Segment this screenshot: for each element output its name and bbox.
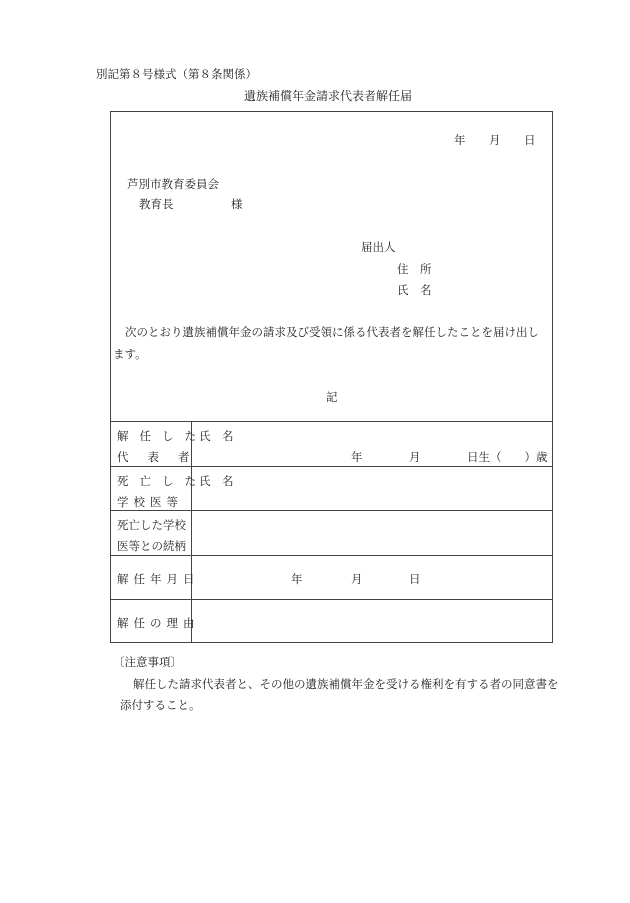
body-line-2: ます。 — [113, 347, 147, 361]
dismissed-name-label: 氏 名 — [199, 429, 234, 443]
birth-month: 月 — [409, 450, 421, 464]
birth-day-age: 日生（ ）歳 — [467, 450, 548, 464]
relation-label-2: 医等との続柄 — [117, 539, 186, 553]
dismissed-label-2: 代表者 — [117, 450, 209, 464]
ki-marker: 記 — [326, 390, 338, 404]
notes-heading: 〔注意事項〕 — [113, 655, 182, 669]
date-month: 月 — [489, 133, 501, 147]
row-divider-4 — [111, 599, 552, 600]
relation-label-1: 死亡した学校 — [117, 518, 186, 532]
dismissal-date-year: 年 — [291, 572, 303, 586]
dismissal-date-month: 月 — [351, 572, 363, 586]
addressee-honorific: 様 — [231, 197, 243, 211]
deceased-name-label: 氏 名 — [199, 474, 234, 488]
deceased-label-1: 死亡した — [117, 474, 207, 488]
table-top-line — [111, 421, 552, 422]
date-year: 年 — [454, 133, 466, 147]
form-title: 遺族補償年金請求代表者解任届 — [244, 89, 413, 103]
form-box — [110, 111, 553, 643]
dismissed-label-1: 解任した — [117, 429, 207, 443]
form-number: 別記第８号様式（第８条関係） — [96, 67, 257, 81]
birth-year: 年 — [351, 450, 363, 464]
notes-line-2: 添付すること。 — [120, 698, 201, 712]
row-divider-3 — [111, 555, 552, 556]
dismissal-date-day: 日 — [409, 572, 421, 586]
reason-label: 解任の理由 — [117, 616, 200, 630]
body-line-1: 次のとおり遺族補償年金の請求及び受領に係る代表者を解任したことを届け出し — [125, 325, 539, 339]
deceased-label-2: 学校医等 — [117, 495, 183, 509]
notes-line-1: 解任した請求代表者と、その他の遺族補償年金を受ける権利を有する者の同意書を — [133, 677, 559, 691]
submitter-address: 住 所 — [397, 262, 432, 276]
addressee-org: 芦別市教育委員会 — [127, 177, 219, 191]
row-divider-2 — [111, 510, 552, 511]
submitter-name: 氏 名 — [397, 283, 432, 297]
row-divider-1 — [111, 466, 552, 467]
submitter-label: 届出人 — [361, 240, 396, 254]
dismissal-date-label: 解任年月日 — [117, 572, 200, 586]
addressee-person: 教育長 — [139, 197, 174, 211]
date-day: 日 — [524, 133, 536, 147]
